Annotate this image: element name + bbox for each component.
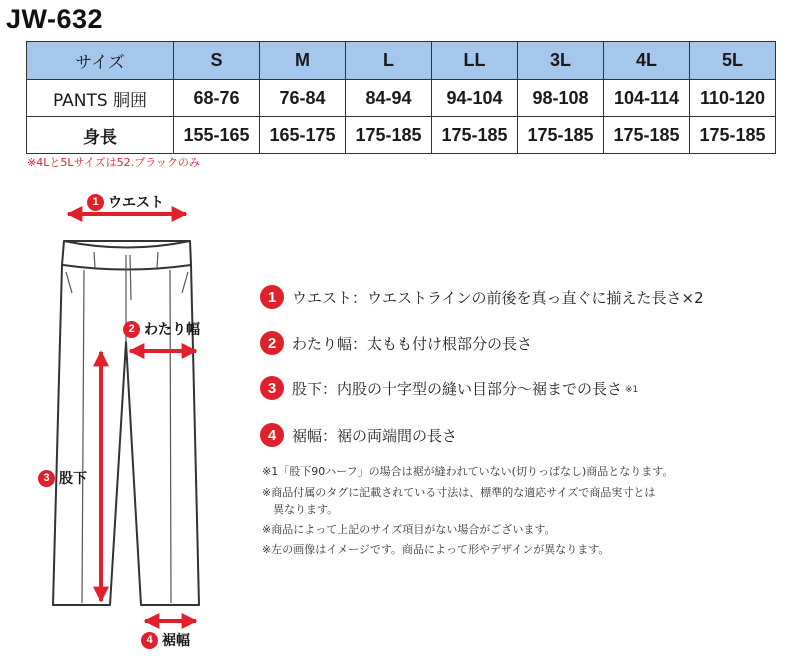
diagram-label-waist <box>87 192 164 212</box>
table-cell: 68-76 <box>174 80 260 117</box>
product-code: JW-632 <box>6 4 103 34</box>
table-cell: 110-120 <box>690 80 776 117</box>
availability-note: ※4Lと5Lサイズは52.ブラックのみ <box>27 156 200 169</box>
number-badge-icon: 4 <box>141 632 158 649</box>
table-cell: 84-94 <box>346 80 432 117</box>
table-cell: 175-185 <box>346 117 432 154</box>
table-cell: 175-185 <box>690 117 776 154</box>
row-label: 身長 <box>27 117 174 154</box>
diagram-label-text: 裾幅 <box>162 633 190 649</box>
definition-text: わたり幅：太もも付け根部分の長さ <box>292 334 533 353</box>
table-cell: 165-175 <box>260 117 346 154</box>
table-cell: 175-185 <box>518 117 604 154</box>
definition-inseam <box>260 376 638 400</box>
table-cell: 175-185 <box>432 117 518 154</box>
size-header-cell: L <box>346 42 432 80</box>
number-badge-icon: 2 <box>123 321 140 338</box>
diagram-label-thigh <box>123 319 200 339</box>
definition-text: 股下：内股の十字型の縫い目部分～裾までの長さ <box>292 379 623 398</box>
definition-waist <box>260 285 704 309</box>
footnote: ※左の画像はイメージです。商品によって形やデザインが異なります。 <box>262 543 610 556</box>
footnote: ※商品によって上記のサイズ項目がない場合がございます。 <box>262 523 556 536</box>
number-badge-icon: 4 <box>260 423 284 447</box>
table-cell: 155-165 <box>174 117 260 154</box>
footnote: ※1「股下90ハーフ」の場合は裾が縫われていない(切りっぱなし)商品となります。 <box>262 465 674 478</box>
definition-thigh <box>260 331 532 355</box>
size-header-cell: LL <box>432 42 518 80</box>
size-header-cell: 5L <box>690 42 776 80</box>
footnote-ref: ※1 <box>625 385 639 395</box>
diagram-label-hem <box>141 630 190 650</box>
table-cell: 98-108 <box>518 80 604 117</box>
table-cell: 104-114 <box>604 80 690 117</box>
number-badge-icon: 1 <box>87 194 104 211</box>
size-header-cell: S <box>174 42 260 80</box>
definition-text: ウエスト：ウエストラインの前後を真っ直ぐに揃えた長さ×2 <box>292 288 704 307</box>
definition-hem <box>260 423 457 447</box>
diagram-label-text: 股下 <box>59 471 87 487</box>
number-badge-icon: 3 <box>260 376 284 400</box>
diagram-label-inseam <box>38 468 87 488</box>
number-badge-icon: 2 <box>260 331 284 355</box>
size-header-cell: M <box>260 42 346 80</box>
size-header-cell: 4L <box>604 42 690 80</box>
footnote: ※商品付属のタグに記載されている寸法は、標準的な適応サイズで商品実寸とは <box>262 486 656 499</box>
table-cell: 175-185 <box>604 117 690 154</box>
row-label: PANTS 胴囲 <box>27 80 174 117</box>
size-header-label: サイズ <box>27 42 174 80</box>
number-badge-icon: 1 <box>260 285 284 309</box>
table-cell: 76-84 <box>260 80 346 117</box>
diagram-label-text: わたり幅 <box>144 322 200 338</box>
definition-text: 裾幅：裾の両端間の長さ <box>292 426 458 445</box>
footnote: 異なります。 <box>262 503 339 516</box>
diagram-label-text: ウエスト <box>108 195 164 211</box>
size-header-cell: 3L <box>518 42 604 80</box>
number-badge-icon: 3 <box>38 470 55 487</box>
table-cell: 94-104 <box>432 80 518 117</box>
